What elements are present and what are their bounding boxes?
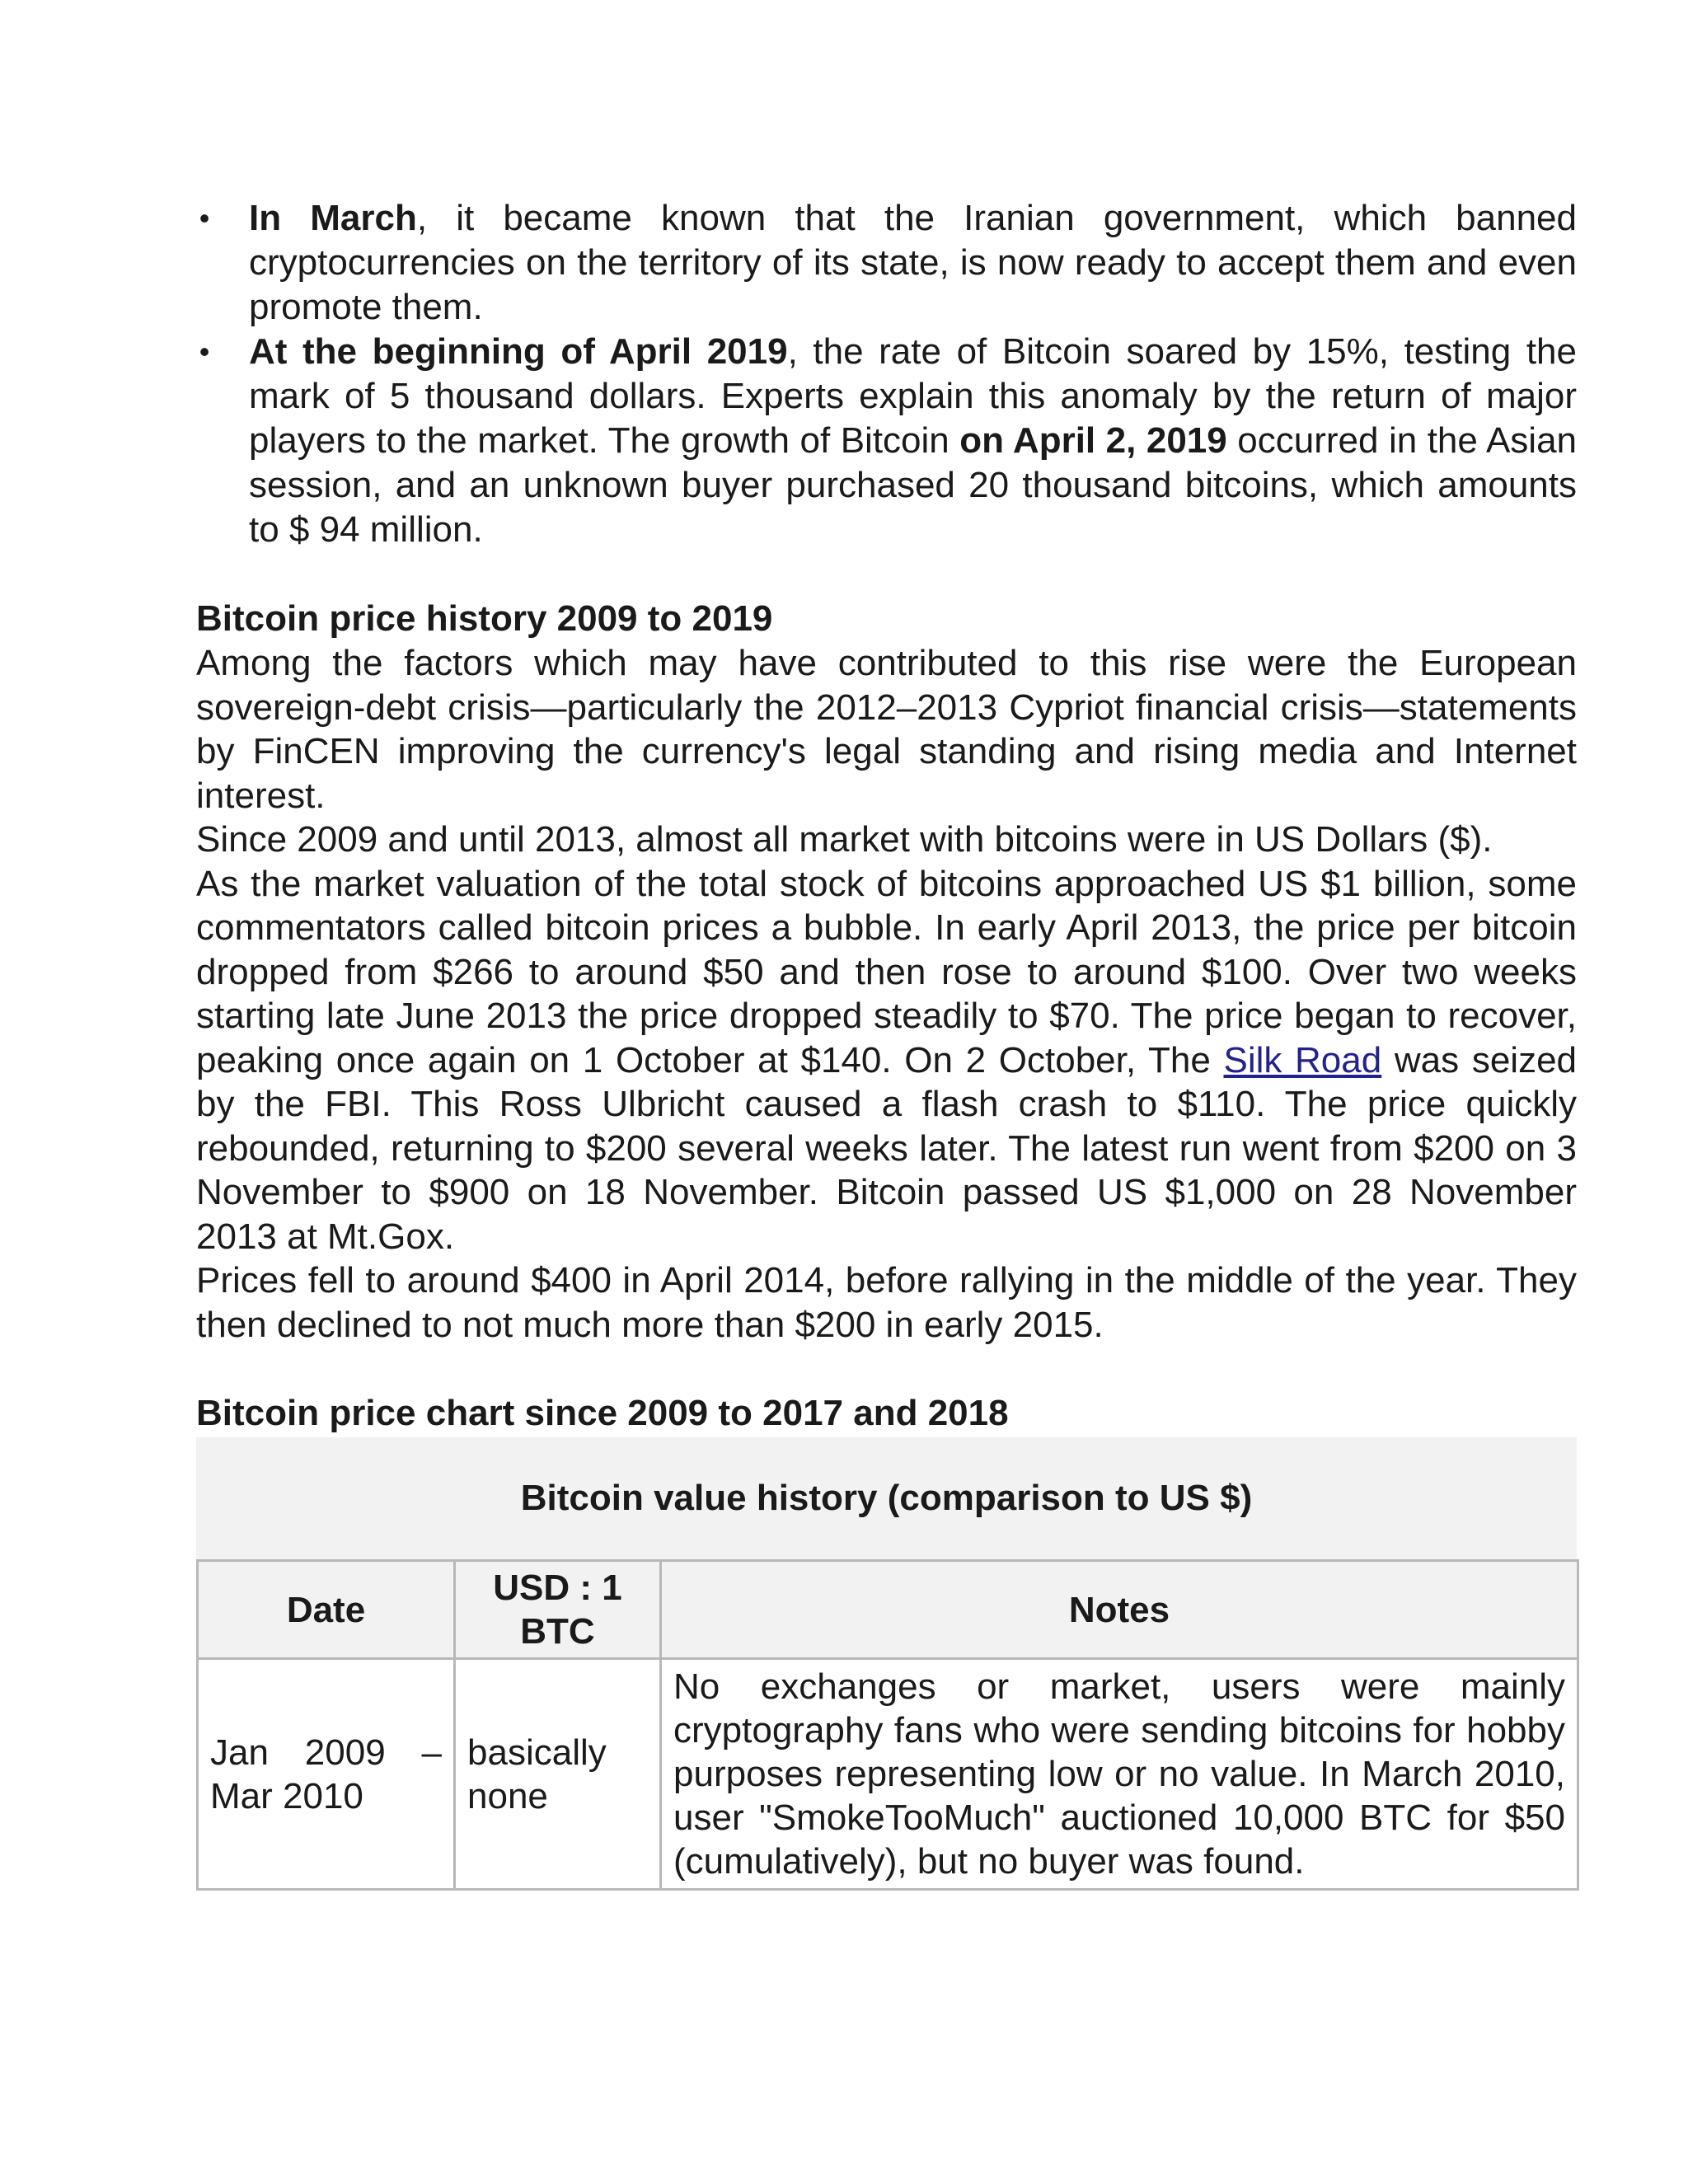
bullet-item-april xyxy=(196,330,1577,552)
bullet-text: occurred in the Asian session, and an unknown buyer purchased 20 thousand bitcoins, which amounts to $ 94 million. xyxy=(249,420,1578,550)
bullet-item-march xyxy=(196,196,1577,330)
history-paragraph-2: Since 2009 and until 2013, almost all market with bitcoins were in US Dollars ($). xyxy=(196,819,1493,860)
document-page xyxy=(196,196,1577,1891)
header-notes: Notes xyxy=(661,1561,1578,1659)
table-caption: Bitcoin value history (comparison to US $) xyxy=(196,1437,1577,1559)
cell-usd: basically none xyxy=(455,1659,661,1890)
bullet-bold-date: on April 2, 2019 xyxy=(959,420,1227,461)
bullet-dot-icon: • xyxy=(199,201,210,235)
table-row xyxy=(198,1659,1578,1890)
silk-road-link[interactable]: Silk Road xyxy=(1223,1039,1382,1080)
bullet-text: , it became known that the Iranian government, which banned cryptocurrencies on the territory of its state, is now ready to accept them and even promote them. xyxy=(249,198,1577,327)
bullet-lead: In March xyxy=(249,198,417,238)
news-bullet-list xyxy=(196,196,1577,552)
value-history-table xyxy=(196,1559,1579,1891)
value-history-table-container xyxy=(196,1437,1577,1891)
history-paragraph-3 xyxy=(196,862,1577,1259)
header-usd-btc: USD : 1 BTC xyxy=(455,1561,661,1659)
cell-notes: No exchanges or market, users were mainly cryptography fans who were sending bitcoins for hobby purposes representing low or no value. In March 2010, user "SmokeTooMuch" auctioned 10,000 BTC for $50 (cumulatively), but no buyer was found. xyxy=(661,1659,1578,1890)
bullet-dot-icon: • xyxy=(199,335,210,368)
bullet-text: , the rate of Bitcoin soared by 15%, testing the mark of 5 thousand dollars. Experts explain this anomaly by the return of major players to the market. The growth of Bitcoin xyxy=(249,331,1577,461)
history-paragraph-3-text: was seized by the FBI. This Ross Ulbricht caused a flash crash to $110. The price quickly rebounded, returning to $200 several weeks later. The latest run went from $200 on 3 November to $900 on 18 November. Bitcoin passed US $1,000 on 28 November 2013 at Mt.Gox. xyxy=(196,1039,1578,1257)
header-date: Date xyxy=(198,1561,455,1659)
bullet-lead: At the beginning of April 2019 xyxy=(249,331,788,372)
table-header-row xyxy=(198,1561,1578,1659)
history-section-title: Bitcoin price history 2009 to 2019 xyxy=(196,598,773,639)
chart-section-title: Bitcoin price chart since 2009 to 2017 and 2018 xyxy=(196,1393,1009,1433)
cell-date: Jan 2009 – Mar 2010 xyxy=(198,1659,455,1890)
history-paragraph-3-text: As the market valuation of the total stock of bitcoins approached US $1 billion, some commentators called bitcoin prices a bubble. In early April 2013, the price per bitcoin dropped from $266 to around $50 and then rose to around $100. Over two weeks starting late June 2013 the price dropped steadily to $70. The price began to recover, peaking once again on 1 October at $140. On 2 October, The xyxy=(196,863,1577,1080)
history-paragraph-1: Among the factors which may have contributed to this rise were the European sovereign-debt crisis—particularly the 2012–2013 Cypriot financial crisis—statements by FinCEN improving the currency's legal standing and rising media and Internet interest. xyxy=(196,643,1577,816)
history-paragraph-4: Prices fell to around $400 in April 2014, before rallying in the middle of the year. They then declined to not much more than $200 in early 2015. xyxy=(196,1260,1577,1345)
